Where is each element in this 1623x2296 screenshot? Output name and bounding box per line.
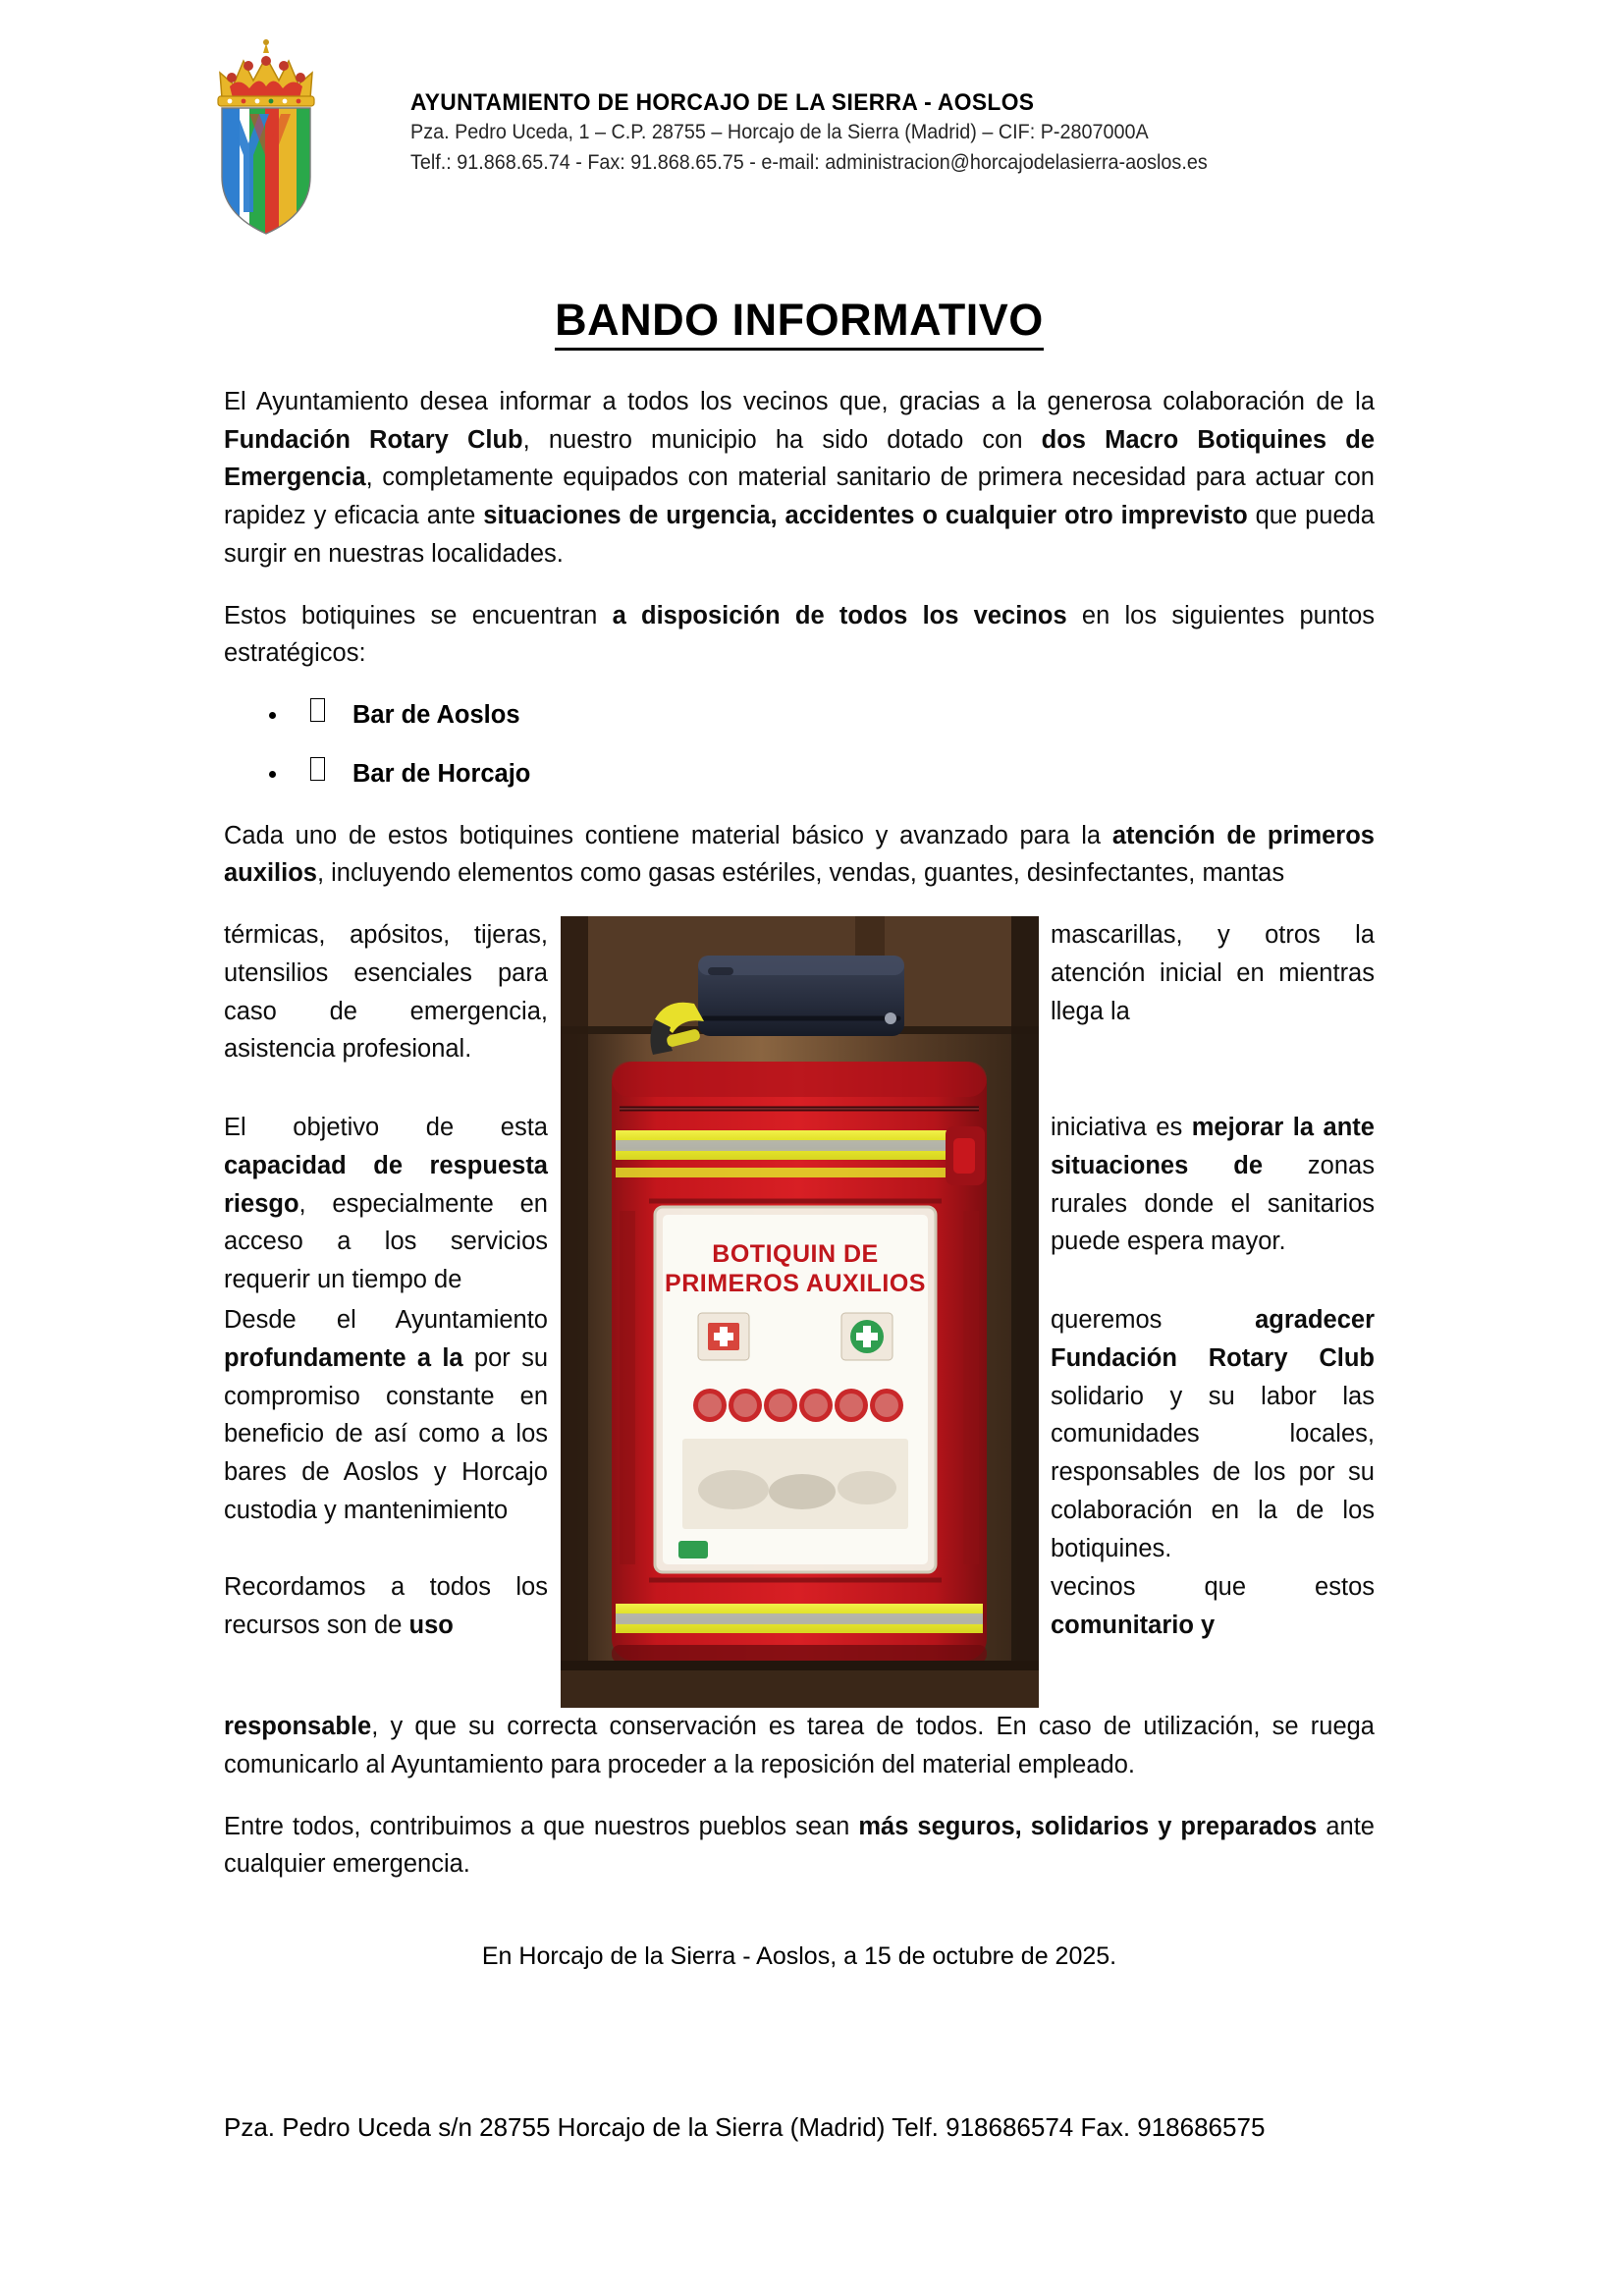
text-run-bold: Fundación Rotary Club [224,425,523,454]
wrap-paragraph-right: mascarillas, y otros la atención inicial en mientras llega la [1051,921,1375,1025]
text-run: solidario y su labor las comunidades locales, responsables de los por su colaboración en la de los botiquines. [1051,1382,1375,1562]
list-item [224,696,1375,734]
wrap-paragraph-right [1051,1568,1375,1645]
missing-glyph-icon [310,698,325,722]
wrap-paragraph-left [224,1109,548,1299]
text-run: , y que su correcta conservación es tarea de todos. En caso de utilización, se ruega comunicarlo al Ayuntamiento para proceder a la reposición del material empleado. [224,1713,1375,1778]
text-run: Estos botiquines se encuentran [224,601,613,629]
paragraph-responsible-use [224,1708,1375,1784]
text-run: , completamente equipados con material sanitario de primera necesidad para actuar con rapidez y eficacia ante [224,464,1375,529]
text-run-bold: capacidad de respuesta riesgo [224,1151,548,1218]
text-run: , nuestro municipio ha sido dotado con [522,425,1042,454]
list-item-label: Bar de Aoslos [352,701,520,729]
text-run-bold: comunitario y [1051,1611,1216,1639]
wrap-paragraph-right [1051,1301,1375,1567]
text-run: Desde el Ayuntamiento [224,1306,548,1334]
paragraph-contents [224,817,1375,894]
text-run: Cada uno de estos botiquines contiene material básico y avanzado para la [224,821,1112,849]
text-run: Entre todos, contribuimos a que nuestros pueblos sean [224,1812,859,1840]
text-run-bold: profundamente a la [224,1343,463,1372]
text-run: que pueda surgir en nuestras localidades. [224,502,1375,568]
text-run: por su compromiso constante en beneficio de así como a los bares de Aoslos y Horcajo custodia y mantenimiento [224,1343,548,1524]
list-item-label: Bar de Horcajo [352,760,531,789]
text-run: Recordamos a todos los recursos son de [224,1573,548,1639]
text-run-bold: atención de primeros auxilios [224,821,1375,888]
missing-glyph-icon [310,757,325,781]
svg-text:PRIMEROS AUXILIOS: PRIMEROS AUXILIOS [665,1270,926,1297]
botiquin-photo [561,916,1039,1708]
text-run-bold: mejorar la ante situaciones de [1051,1114,1375,1179]
text-run: iniciativa es [1051,1114,1192,1141]
text-run: zonas rurales donde el sanitarios puede espera mayor. [1051,1151,1375,1256]
text-run-bold: agradecer Fundación Rotary Club [1051,1306,1375,1372]
letterhead-text [410,88,1451,177]
letterhead [0,0,1623,250]
page-footer: Pza. Pedro Uceda s/n 28755 Horcajo de la Sierra (Madrid) Telf. 918686574 Fax. 918686575 [224,2112,1266,2142]
page-title [224,295,1375,346]
bullet-icon [269,712,276,719]
text-run: en los siguientes puntos estratégicos: [224,601,1376,668]
wrap-paragraph-right [1051,1109,1375,1261]
bullet-icon [269,771,276,778]
text-run: ante cualquier emergencia. [224,1812,1375,1879]
letterhead-address: Pza. Pedro Uceda, 1 – C.P. 28755 – Horcajo de la Sierra (Madrid) – CIF: P-2807000A [410,120,1149,144]
paragraph-intro [224,383,1375,574]
image-wrap-region [224,916,1375,1708]
paragraph-conclusion [224,1808,1375,1885]
text-run-bold: uso [408,1611,454,1639]
paragraph-locations-intro [224,597,1375,674]
text-run: queremos [1051,1306,1256,1334]
text-run-bold: a disposición de todos los vecinos [612,601,1067,629]
wrap-paragraph-left [224,1301,548,1530]
document-body [224,295,1375,1976]
text-run-bold: dos Macro Botiquines de Emergencia [224,425,1376,492]
text-run-bold: más seguros, solidarios y preparados [858,1812,1318,1840]
svg-text:BOTIQUIN DE: BOTIQUIN DE [712,1240,879,1268]
organization-name: AYUNTAMIENTO DE HORCAJO DE LA SIERRA - AOSLOS [410,89,1035,116]
wrap-paragraph-left [224,1568,548,1645]
locations-list [224,696,1375,793]
coat-of-arms-icon [192,37,340,239]
text-run-bold: situaciones de urgencia, accidentes o cualquier otro imprevisto [483,502,1248,529]
text-run: , incluyendo elementos como gasas estériles, vendas, guantes, desinfectantes, mantas [316,859,1285,888]
text-run: vecinos que estos [1051,1573,1375,1601]
closing-date-line: En Horcajo de la Sierra - Aoslos, a 15 de octubre de 2025. [481,1942,1117,1970]
list-item [224,755,1375,793]
text-run: , especialmente en acceso a los servicios requerir un tiempo de [224,1189,548,1293]
text-run: El objetivo de esta [224,1114,548,1141]
text-run: El Ayuntamiento desea informar a todos los vecinos que, gracias a la generosa colaboración de la [224,387,1375,415]
wrap-paragraph-left: térmicas, apósitos, tijeras, utensilios esenciales para caso de emergencia, asistencia profesional. [224,921,548,1064]
page-title-text: BANDO INFORMATIVO [555,295,1044,351]
letterhead-contact: Telf.: 91.868.65.74 - Fax: 91.868.65.75 - e-mail: administracion@horcajodelasierra-aoslos.es [410,149,1208,174]
text-run-bold: responsable [224,1713,372,1740]
